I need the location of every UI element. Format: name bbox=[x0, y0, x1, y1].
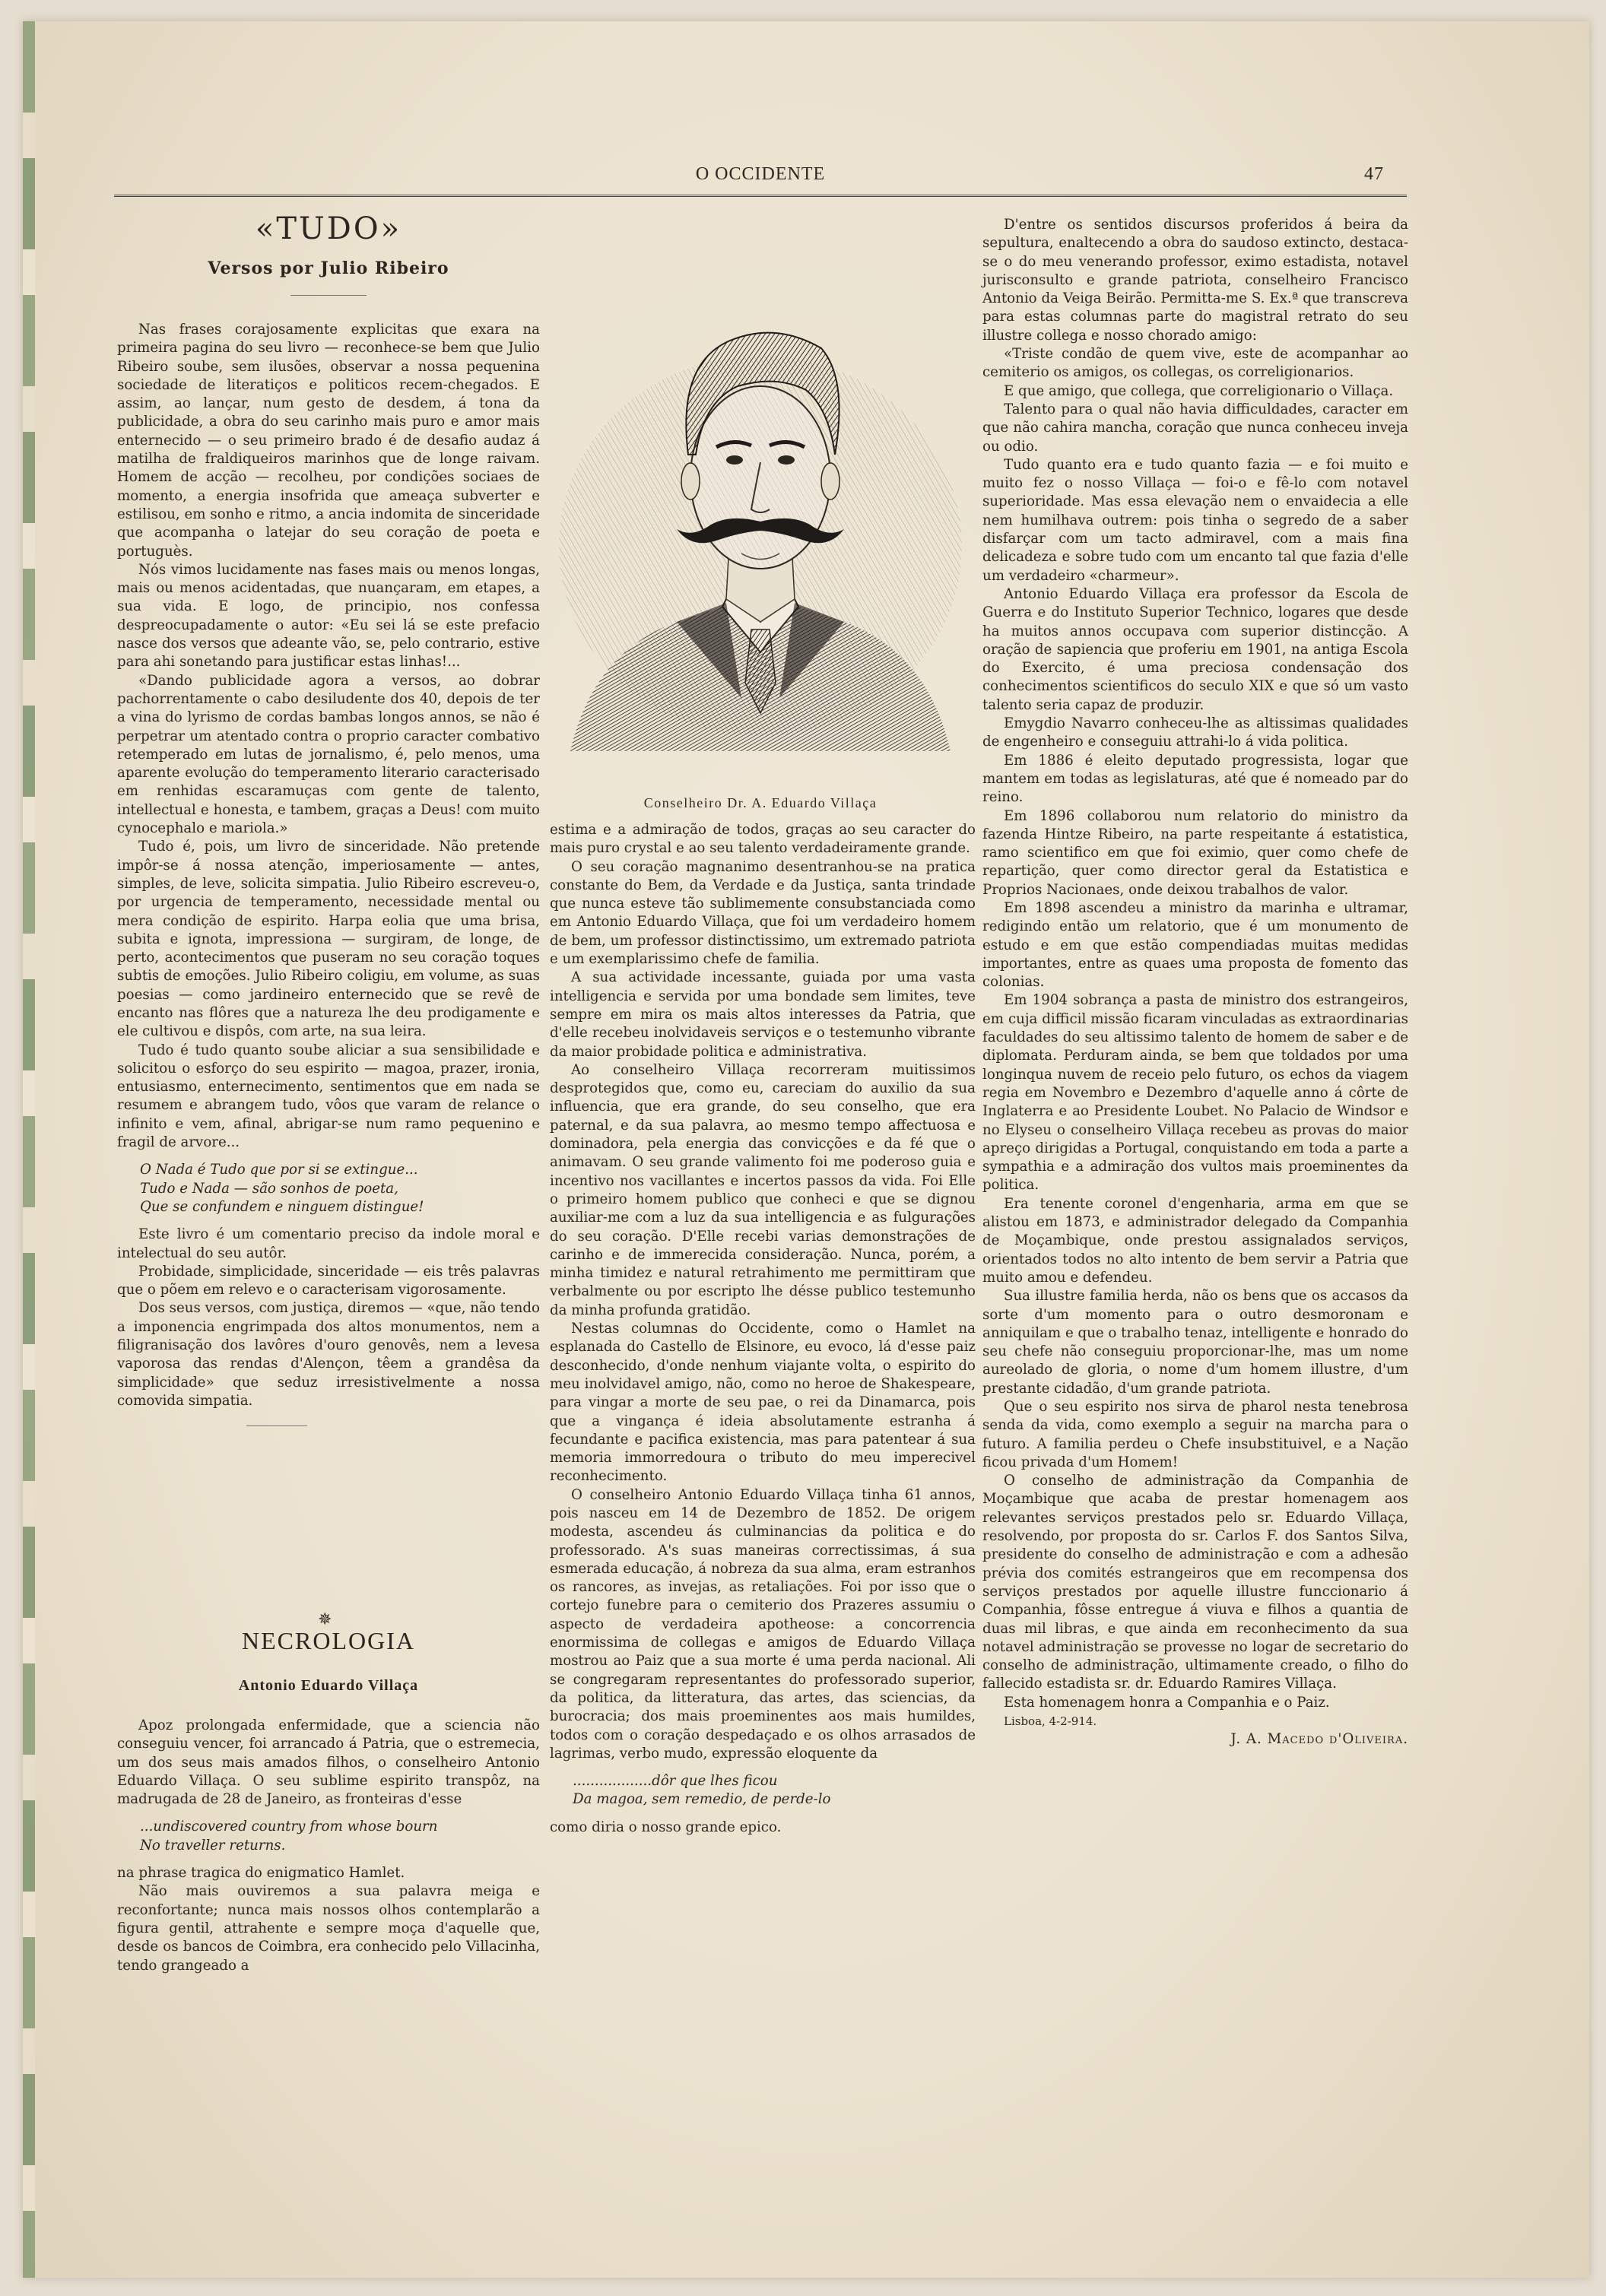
quote-line: No traveller returns. bbox=[140, 1837, 286, 1854]
paragraph: Esta homenagem honra a Companhia e o Paiz. bbox=[1004, 1694, 1330, 1711]
right-eye bbox=[778, 455, 795, 465]
paragraph: E que amigo, que collega, que correligionario o Villaça. bbox=[1004, 382, 1394, 399]
paragraph: A sua actividade incessante, guiada por uma vasta intelligencia e servida por uma bondade sem limites, teve sempre em mira os mais altos interesses da Patria, que d'elle recebeu inolvidaveis serviços e o testemunho vibrante da maior probidade politica e administrativa. bbox=[550, 969, 976, 1060]
author-signature: J. A. Macedo d'Oliveira. bbox=[1230, 1731, 1408, 1748]
column-1 bbox=[117, 321, 540, 1426]
verse-line: Tudo e Nada — são sonhos de poeta, bbox=[140, 1180, 398, 1197]
paragraph: Emygdio Navarro conheceu-lhe as altissimas qualidades de engenheiro e conseguiu attrahi-lo á vida politica. bbox=[982, 715, 1408, 750]
header-rule bbox=[114, 195, 1407, 197]
paragraph: Era tenente coronel d'engenharia, arma em que se alistou em 1873, e administrador delegado da Companhia de Moçambique, onde prestou assignalados serviços, orientados todos no alto intento de bem servir a Patria que muito amou e defendeu. bbox=[982, 1195, 1408, 1286]
paragraph: O seu coração magnanimo desentranhou-se na pratica constante do Bem, da Verdade e da Justiça, santa trindade que nunca esteve tão sublimemente consubstanciada como em Antonio Eduardo Villaça, que foi um verdadeiro homem de bem, um professor distinctissimo, um extremado patriota e um exemplarissimo chefe de familia. bbox=[550, 858, 976, 968]
article-subtitle: Versos por Julio Ribeiro bbox=[208, 258, 449, 278]
binding-edge bbox=[23, 21, 35, 2278]
paragraph: Em 1898 ascendeu a ministro da marinha e ultramar, redigindo então um relatorio, que é um monumento de estudo e em que estão compendiadas muitas medidas importantes, entre as quaes uma proposta de fomento das colonias. bbox=[982, 899, 1408, 991]
paragraph: Tudo é, pois, um livro de sinceridade. Não pretende impôr-se á nossa atenção, imperiosamente — antes, simples, de leve, solicita simpatia. Julio Ribeiro escreveu-o, por urgencia de temperamento, necessidade mental ou mera condição de espirito. Harpa eolia que uma brisa, subita e ignota, impressiona — surgiram, de longe, de perto, acontecimentos que puseram no seu coração toques subtis de emoções. Julio Ribeiro coligiu, em volume, as suas poesias — como jardineiro enternecido que se revê de encanto nas flôres que a natureza lhe deu prodigamente e ele cultivou e dispôs, com arte, na sua leira. bbox=[117, 839, 540, 1040]
portrait-caption: Conselheiro Dr. A. Eduardo Villaça bbox=[643, 795, 878, 810]
verse-block bbox=[140, 1161, 540, 1216]
paragraph: Sua illustre familia herda, não os bens que os accasos da sorte d'um momento para o outro desmoronam e anniquilam e que o trabalho tenaz, intelligente e honrado do seu chefe não conseguiu proporcionar-lhe, mas um nome aureolado de gloria, o nome d'um homem illustre, d'um prestante cidadão, d'um grande patriota. bbox=[982, 1288, 1408, 1397]
left-ear bbox=[681, 463, 700, 499]
left-eye bbox=[726, 455, 743, 465]
paragraph: Em 1896 collaborou num relatorio do ministro da fazenda Hintze Ribeiro, na parte respeitante á estatistica, ramo scientifico em que foi eximio, quer como chefe de repartição, quer como director geral da Estatistica e Proprios Nacionaes, onde deixou trabalhos de valor. bbox=[982, 807, 1408, 898]
paragraph: O conselheiro Antonio Eduardo Villaça tinha 61 annos, pois nasceu em 14 de Dezembro de 1852. De origem modesta, ascendeu ás culminancias da politica e do professorado. A's suas maneiras correctissimas, á sua esmerada educação, á nobreza da sua alma, eram estranhos os rancores, as invejas, as retaliações. Foi por isso que o cortejo funebre para o cemiterio dos Prazeres assumiu o aspecto de verdadeira apotheose: a concorrencia enormissima de collegas e amigos de Eduardo Villaça mostrou ao Paiz que a sua morte é uma perda nacional. Ali se congregaram representantes do professorado superior, da politica, da litteratura, das artes, das sciencias, da burocracia; dos mais proeminentes aos mais humildes, todos com o coração despedaçado e os olhos arrasados de lagrimas, verbo mudo, expressão eloquente da bbox=[550, 1486, 976, 1762]
paragraph: Antonio Eduardo Villaça era professor da Escola de Guerra e do Instituto Superior Technico, logares que desde ha muitos annos occupava com superior distincção. A oração de sapiencia que proferiu em 1901, na antiga Escola do Exercito, é uma preciosa condensação dos conhecimentos scientificos do seculo XIX e que só um vasto talento seria capaz de produzir. bbox=[982, 585, 1408, 713]
paragraph: O conselho de administração da Companhia de Moçambique que acaba de prestar homenagem aos relevantes serviços prestados pelo sr. Eduardo Villaça, resolvendo, por proposta do sr. Carlos F. dos Santos Silva, presidente do conselho de administração e com a adhesão prévia dos comités estrangeiros que em recompensa dos serviços prestados por aquelle illustre funccionario á Companhia, fôsse entregue á viuva e filhos a quantia de duas mil libras, e que ainda em reconhecimento da sua notavel administração se provesse no logar de secretario do conselho de administração, ultimamente creado, o filho do fallecido estadista sr. dr. Eduardo Ramires Villaça. bbox=[982, 1473, 1408, 1692]
page-header bbox=[114, 164, 1407, 187]
journal-title: O OCCIDENTE bbox=[695, 164, 826, 184]
portrait-engraving bbox=[548, 227, 973, 774]
paragraph: Em 1904 sobrança a pasta de ministro dos estrangeiros, em cuja difficil missão ficaram vinculadas as extraordinarias faculdades do seu altissimo talento de homem de saber e de diplomata. Perduram ainda, se bem que toldados por uma longinqua nuvem de receio pelo futuro, os echos da viagem regia em Novembro e Dezembro d'aquelle anno á côrte de Inglaterra e ao Presidente Loubet. No Palacio de Windsor e no Elyseu o conselheiro Villaça recebeu as provas do maior apreço dirigidas a Portugal, conquistando em toda a parte a sympathia e a admiração dos vultos mais proeminentes da politica. bbox=[982, 992, 1408, 1194]
paragraph: na phrase tragica do enigmatico Hamlet. bbox=[117, 1865, 405, 1882]
verse-line: O Nada é Tudo que por si se extingue... bbox=[140, 1162, 418, 1178]
verse-line: ..................dôr que lhes ficou bbox=[573, 1773, 778, 1790]
paragraph: Tudo quanto era e tudo quanto fazia — e foi muito e muito fez o nosso Villaça — foi-o e fê-lo com notavel superioridade. Mas essa elevação nem o envaidecia a elle nem humilhava outrem: pois tinha o segredo de a saber disfarçar com um tacto admiravel, com a mais fina delicadeza e sobre tudo com um encanto tal que fazia d'elle um verdadeiro «charmeur». bbox=[982, 456, 1408, 584]
paragraph: Ao conselheiro Villaça recorreram muitissimos desprotegidos que, como eu, careciam do auxilio da sua influencia, que era grande, do seu conselho, que era paternal, e da sua palavra, ao mesmo tempo affectuosa e dominadora, pela energia das convicções e da fé que o animavam. O seu grande valimento foi me poderoso guia e incentivo nos vacillantes e incertos passos da vida. Foi Elle o primeiro homem publico que conheci e que se dignou auxiliar-me com a luz da sua intelligencia e as fulgurações do seu coração. D'Elle recebi varias demonstrações de carinho e de immerecida consideração. Nunca, porém, a minha timidez e natural retrahimento me permittiram que verbalmente ou por escripto lhe désse publico testemunho da minha profunda gratidão. bbox=[550, 1061, 976, 1318]
paragraph: Nestas columnas do Occidente, como o Hamlet na esplanada do Castello de Elsinore, eu evoco, lá d'esse paiz desconhecido, d'onde nenhum viajante volta, o espirito do meu inolvidavel amigo, não, como no heroe de Shakespeare, para vingar a morte de seu pae, o rei da Dinamarca, pois que a vingança é ideia absolutamente estranha á fecundante e pacifica existencia, mas para patentear á sua memoria immorredoura o tributo do meu imperecivel reconhecimento. bbox=[550, 1321, 976, 1485]
quote-line: ...undiscovered country from whose bourn bbox=[140, 1819, 438, 1835]
verse-block bbox=[573, 1772, 976, 1809]
paragraph: como diria o nosso grande epico. bbox=[550, 1819, 782, 1835]
paragraph: «Triste condão de quem vive, este de acompanhar ao cemiterio os amigos, os collegas, os correligionarios. bbox=[982, 346, 1408, 381]
paragraph: estima e a admiração de todos, graças ao seu caracter do mais puro crystal e ao seu talento verdadeiramente grande. bbox=[550, 822, 976, 857]
end-rule-left bbox=[246, 1425, 307, 1426]
verse-line: Que se confundem e ninguem distingue! bbox=[140, 1198, 424, 1215]
paragraph: Em 1886 é eleito deputado progressista, logar que mantem em todas as legislaturas, até que é nomeado par do reino. bbox=[982, 752, 1408, 806]
article-title: «TUDO» bbox=[255, 211, 402, 246]
column-2 bbox=[550, 821, 976, 1837]
paragraph: Que o seu espirito nos sirva de pharol nesta tenebrosa senda da vida, como exemplo a seguir na marcha para o futuro. A familia perdeu o Chefe insubstituivel, e a Nação ficou privada d'um Homem! bbox=[982, 1399, 1408, 1470]
fleuron-ornament: ✵ bbox=[318, 1610, 332, 1629]
quote-block bbox=[140, 1818, 540, 1855]
column-1-obituary bbox=[117, 1717, 540, 1975]
paragraph: Talento para o qual não havia difficuldades, caracter em que não cahira mancha, coração que nunca conheceu inveja ou odio. bbox=[982, 401, 1408, 455]
paragraph: Este livro é um comentario preciso da indole moral e intelectual do seu autôr. bbox=[117, 1226, 540, 1261]
page-number: 47 bbox=[1364, 164, 1384, 184]
paragraph: «Dando publicidade agora a versos, ao dobrar pachorrentamente o cabo desiludente dos 40, depois de ter a vina do lyrismo de cordas bambas longos annos, se não é perpetrar um atentado contra o proprio caracter combativo retemperado em lutas de jornalismo, é, pelo menos, uma aparente evolução do temperamento literario caracterisado em renhidas escaramuças com gente de talento, intellectual e honesta, e tambem, graças a Deus! com muito cynocephalo e mariola.» bbox=[117, 672, 540, 837]
paragraph: D'entre os sentidos discursos proferidos á beira da sepultura, enaltecendo a obra do saudoso extincto, destaca-se o do meu venerando professor, eximo estadista, notavel jurisconsulto e grande patriota, conselheiro Francisco Antonio da Veiga Beirão. Permitta-me S. Ex.ª que transcreva para estas columnas parte do magistral retrato do seu illustre collega e nosso chorado amigo: bbox=[982, 217, 1408, 344]
title-divider bbox=[290, 295, 367, 296]
dateline: Lisboa, 4-2-914. bbox=[1004, 1714, 1097, 1729]
obituary-name: Antonio Eduardo Villaça bbox=[238, 1677, 419, 1694]
paragraph: Nós vimos lucidamente nas fases mais ou menos longas, mais ou menos acidentadas, que nuançaram, em etapes, a sua vida. E logo, de principio, nos confessa despreocupadamente o autor: «Eu sei lá se este prefacio nasce dos versos que adeante vão, se, pelo contrario, estive para ahi sonetando para justificar estas linhas!... bbox=[117, 561, 540, 671]
paragraph: Tudo é tudo quanto soube aliciar a sua sensibilidade e solicitou o esforço do seu espirito — magoa, prazer, ironia, entusiasmo, enternecimento, sentimentos que em nada se resumem e abrangem tudo, vôos que varam de relance o infinito e vem, afinal, abrigar-se num ramo pequenino e fragil de arvore... bbox=[117, 1042, 540, 1151]
paragraph: Não mais ouviremos a sua palavra meiga e reconfortante; nunca mais nossos olhos contemplarão a figura gentil, attrahente e sempre moça d'aquelle que, desde os bancos de Coimbra, era conhecido pelo Villacinha, tendo grangeado a bbox=[117, 1883, 540, 1974]
paragraph: Probidade, simplicidade, sinceridade — eis três palavras que o põem em relevo e o caracterisam vigorosamente. bbox=[117, 1263, 540, 1299]
paragraph: Dos seus versos, com justiça, diremos — «que, não tendo a imponencia engrimpada dos altos monumentos, nem a filigranisação dos lavôres d'ouro genovês, nem a levesa vaporosa das rendas d'Alençon, têem a grandêsa da simplicidade» que seduz irresistivelmente a nossa comovida simpatia. bbox=[117, 1300, 540, 1409]
verse-line: Da magoa, sem remedio, de perde-lo bbox=[573, 1791, 831, 1808]
paragraph: Nas frases corajosamente explicitas que exara na primeira pagina do seu livro — reconhece-se bem que Julio Ribeiro soube, sem ilusões, observar a nossa pequenina sociedade de literatiços e politicos recem-chegados. E assim, ao lançar, num gesto de desdem, á tona da publicidade, a obra do seu carinho mais puro e amor mais enternecido — o seu primeiro brado é de desafio audaz á matilha de fraldiqueiros marinhos que de longe raivam. Homem de acção — recolheu, por condições sociaes de momento, a energia insofrida que ameaça subverter e estilisou, em sonho e ritmo, a ancia indomita de sinceridade que acompanha o latejar do seu coração de poeta e portuguès. bbox=[117, 322, 540, 560]
newspaper-page bbox=[23, 21, 1589, 2278]
right-ear bbox=[821, 463, 840, 499]
paragraph: Apoz prolongada enfermidade, que a sciencia não conseguiu vencer, foi arrancado á Patria, que o estremecia, um dos seus mais amados filhos, o conselheiro Antonio Eduardo Villaça. O seu sublime espirito transpôz, na madrugada de 28 de Janeiro, as fronteiras d'esse bbox=[117, 1717, 540, 1808]
section-title: NECROLOGIA bbox=[242, 1627, 415, 1654]
column-3 bbox=[982, 216, 1408, 1749]
